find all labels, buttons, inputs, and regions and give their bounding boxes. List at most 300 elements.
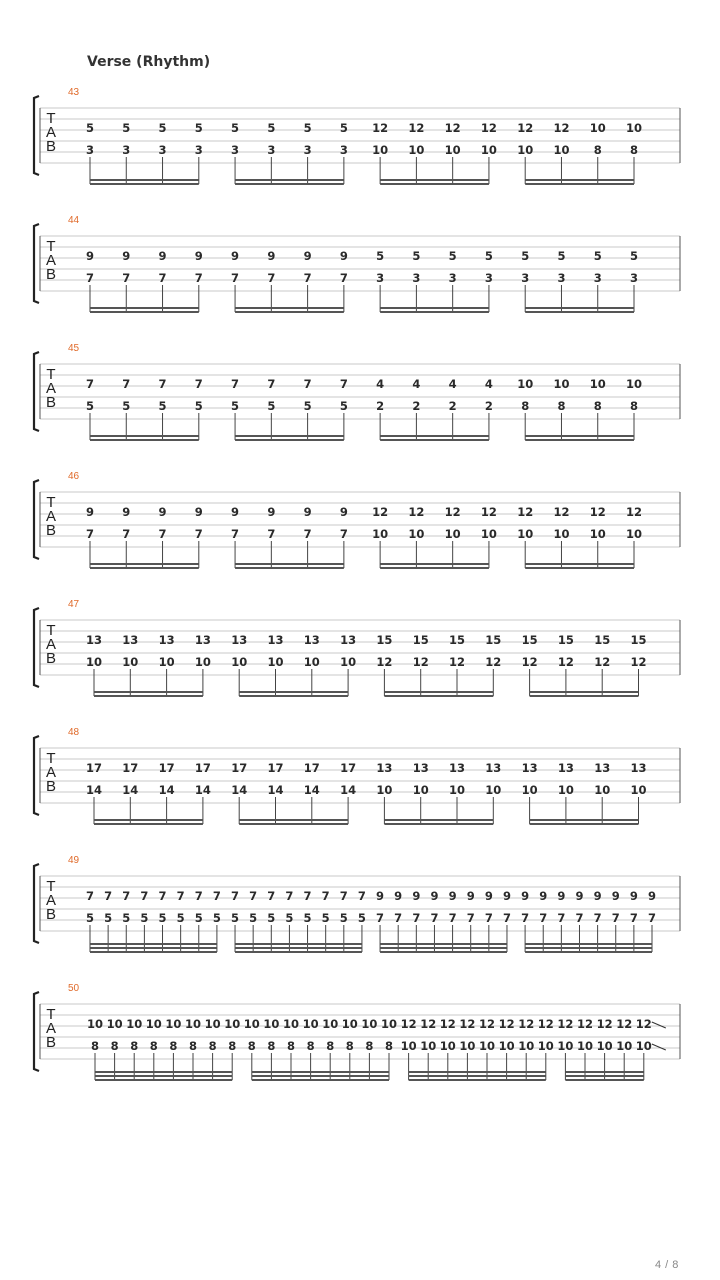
fret-number: 5 <box>321 911 330 925</box>
fret-number: 3 <box>593 271 602 285</box>
fret-number: 9 <box>303 249 312 263</box>
fret-number: 5 <box>212 911 221 925</box>
fret-number: 12 <box>589 505 606 519</box>
fret-number: 7 <box>158 527 167 541</box>
fret-number: 13 <box>376 761 393 775</box>
fret-number: 10 <box>625 121 643 135</box>
fret-number: 5 <box>231 121 240 135</box>
fret-number: 10 <box>303 655 320 669</box>
fret-number: 5 <box>85 399 95 413</box>
fret-number: 17 <box>85 761 103 775</box>
fret-number: 10 <box>517 143 534 157</box>
fret-number: 14 <box>340 783 357 797</box>
fret-number: 10 <box>553 527 570 541</box>
fret-number: 3 <box>267 143 276 157</box>
measure-number: 43 <box>68 87 80 98</box>
fret-number: 10 <box>231 655 248 669</box>
fret-number: 17 <box>158 761 175 775</box>
fret-number: 10 <box>594 783 611 797</box>
fret-number: 12 <box>616 1017 633 1031</box>
slide-mark <box>652 1044 666 1050</box>
fret-number: 7 <box>231 527 240 541</box>
fret-number: 5 <box>158 399 167 413</box>
fret-number: 3 <box>629 271 639 285</box>
fret-number: 5 <box>158 121 167 135</box>
fret-number: 17 <box>122 761 139 775</box>
fret-number: 5 <box>122 121 131 135</box>
fret-number: 13 <box>485 761 502 775</box>
tab-clef-letter: T <box>46 238 56 255</box>
fret-number: 7 <box>85 889 95 903</box>
fret-number: 9 <box>611 889 620 903</box>
fret-number: 7 <box>267 271 276 285</box>
fret-number: 12 <box>517 121 534 135</box>
fret-number: 7 <box>339 377 348 391</box>
fret-number: 12 <box>400 1017 417 1031</box>
fret-number: 7 <box>231 271 240 285</box>
fret-number: 12 <box>480 121 497 135</box>
tab-clef-letter: B <box>45 522 57 539</box>
fret-number: 10 <box>439 1039 456 1053</box>
fret-number: 14 <box>85 783 103 797</box>
fret-number: 10 <box>589 121 606 135</box>
fret-number: 13 <box>630 761 647 775</box>
fret-number: 3 <box>85 143 95 157</box>
fret-number: 5 <box>285 911 294 925</box>
fret-number: 3 <box>448 271 457 285</box>
fret-number: 5 <box>194 121 203 135</box>
fret-number: 9 <box>122 249 131 263</box>
fret-number: 9 <box>575 889 584 903</box>
fret-number: 5 <box>412 249 421 263</box>
fret-number: 3 <box>231 143 240 157</box>
fret-number: 10 <box>444 527 461 541</box>
fret-number: 10 <box>400 1039 417 1053</box>
system-bracket <box>34 992 39 1071</box>
fret-number: 7 <box>629 911 638 925</box>
fret-number: 9 <box>339 249 348 263</box>
fret-number: 12 <box>408 505 425 519</box>
fret-number: 12 <box>537 1017 554 1031</box>
fret-number: 7 <box>521 911 530 925</box>
fret-number: 10 <box>521 783 538 797</box>
fret-number: 5 <box>158 911 167 925</box>
fret-number: 15 <box>412 633 429 647</box>
fret-number: 8 <box>228 1039 237 1053</box>
fret-number: 12 <box>444 505 461 519</box>
fret-number: 4 <box>376 377 385 391</box>
fret-number: 5 <box>484 249 493 263</box>
fret-number: 12 <box>448 655 466 669</box>
tab-clef-letter: A <box>45 252 57 269</box>
system-bracket <box>34 96 39 175</box>
fret-number: 12 <box>630 655 647 669</box>
fret-number: 12 <box>480 505 497 519</box>
fret-number: 10 <box>498 1039 515 1053</box>
tab-clef-letter: B <box>45 650 57 667</box>
fret-number: 5 <box>629 249 639 263</box>
fret-number: 5 <box>122 911 131 925</box>
fret-number: 15 <box>376 633 393 647</box>
fret-number: 12 <box>553 121 570 135</box>
fret-number: 10 <box>459 1039 476 1053</box>
measure-number: 45 <box>68 343 80 354</box>
fret-number: 10 <box>408 527 425 541</box>
fret-number: 5 <box>303 121 312 135</box>
fret-number: 5 <box>176 911 185 925</box>
fret-number: 12 <box>485 655 502 669</box>
fret-number: 2 <box>376 399 385 413</box>
fret-number: 10 <box>106 1017 123 1031</box>
fret-number: 10 <box>589 527 606 541</box>
fret-number: 7 <box>303 377 312 391</box>
fret-number: 8 <box>629 399 639 413</box>
fret-number: 10 <box>85 655 103 669</box>
fret-number: 7 <box>339 889 348 903</box>
fret-number: 8 <box>629 143 639 157</box>
fret-number: 9 <box>231 505 240 519</box>
fret-number: 7 <box>140 889 149 903</box>
system-bracket <box>34 480 39 559</box>
fret-number: 13 <box>303 633 320 647</box>
fret-number: 10 <box>557 1039 574 1053</box>
fret-number: 13 <box>594 761 611 775</box>
fret-number: 10 <box>204 1017 221 1031</box>
fret-number: 7 <box>194 889 203 903</box>
tab-clef-letter: A <box>45 636 57 653</box>
fret-number: 3 <box>557 271 566 285</box>
fret-number: 17 <box>303 761 320 775</box>
fret-number: 3 <box>158 143 167 157</box>
tab-clef-letter: T <box>46 622 56 639</box>
tab-clef-letter: B <box>45 138 57 155</box>
fret-number: 14 <box>194 783 211 797</box>
tab-clef-letter: A <box>45 124 57 141</box>
fret-number: 5 <box>339 911 348 925</box>
fret-number: 7 <box>158 377 167 391</box>
fret-number: 8 <box>286 1039 296 1053</box>
tab-clef-letter: B <box>45 1034 57 1051</box>
fret-number: 7 <box>176 889 185 903</box>
tab-clef-letter: A <box>45 892 57 909</box>
fret-number: 10 <box>126 1017 143 1031</box>
fret-number: 12 <box>518 1017 535 1031</box>
fret-number: 8 <box>593 399 602 413</box>
fret-number: 3 <box>339 143 348 157</box>
fret-number: 7 <box>575 911 584 925</box>
fret-number: 7 <box>85 271 95 285</box>
fret-number: 5 <box>122 399 131 413</box>
fret-number: 7 <box>484 911 493 925</box>
fret-number: 3 <box>376 271 385 285</box>
fret-number: 10 <box>625 527 643 541</box>
fret-number: 8 <box>593 143 602 157</box>
fret-number: 8 <box>130 1039 139 1053</box>
fret-number: 12 <box>557 1017 574 1031</box>
fret-number: 10 <box>122 655 139 669</box>
fret-number: 12 <box>521 655 538 669</box>
fret-number: 7 <box>267 527 276 541</box>
fret-number: 9 <box>502 889 511 903</box>
tab-clef-letter: B <box>45 266 57 283</box>
fret-number: 8 <box>188 1039 198 1053</box>
fret-number: 15 <box>448 633 466 647</box>
fret-number: 12 <box>420 1017 437 1031</box>
fret-number: 13 <box>267 633 284 647</box>
fret-number: 4 <box>484 377 493 391</box>
fret-number: 10 <box>517 527 534 541</box>
tab-clef-letter: T <box>46 366 56 383</box>
fret-number: 5 <box>231 911 240 925</box>
fret-number: 5 <box>249 911 258 925</box>
fret-number: 17 <box>340 761 357 775</box>
fret-number: 9 <box>122 505 131 519</box>
fret-number: 7 <box>303 527 312 541</box>
fret-number: 10 <box>635 1039 652 1053</box>
fret-number: 2 <box>412 399 421 413</box>
fret-number: 12 <box>439 1017 456 1031</box>
tab-clef-letter: T <box>46 1006 56 1023</box>
slide-mark <box>652 1022 666 1028</box>
fret-number: 10 <box>589 377 606 391</box>
fret-number: 14 <box>267 783 284 797</box>
fret-number: 14 <box>122 783 139 797</box>
fret-number: 7 <box>321 889 330 903</box>
fret-number: 10 <box>518 1039 535 1053</box>
fret-number: 5 <box>231 399 240 413</box>
fret-number: 15 <box>630 633 647 647</box>
fret-number: 4 <box>448 377 457 391</box>
fret-number: 8 <box>110 1039 119 1053</box>
tab-clef-letter: B <box>45 906 57 923</box>
fret-number: 13 <box>521 761 538 775</box>
fret-number: 14 <box>231 783 248 797</box>
fret-number: 5 <box>267 911 276 925</box>
fret-number: 5 <box>303 911 312 925</box>
fret-number: 13 <box>158 633 175 647</box>
fret-number: 8 <box>90 1039 100 1053</box>
fret-number: 5 <box>521 249 530 263</box>
fret-number: 8 <box>521 399 530 413</box>
fret-number: 13 <box>340 633 357 647</box>
fret-number: 13 <box>194 633 211 647</box>
fret-number: 2 <box>484 399 493 413</box>
fret-number: 7 <box>339 527 348 541</box>
fret-number: 9 <box>158 505 167 519</box>
fret-number: 10 <box>267 655 284 669</box>
fret-number: 5 <box>85 911 95 925</box>
fret-number: 9 <box>430 889 439 903</box>
fret-number: 13 <box>557 761 574 775</box>
fret-number: 7 <box>339 271 348 285</box>
fret-number: 12 <box>517 505 534 519</box>
fret-number: 7 <box>647 911 657 925</box>
tab-clef-letter: T <box>46 494 56 511</box>
fret-number: 10 <box>380 1017 398 1031</box>
fret-number: 9 <box>394 889 403 903</box>
fret-number: 10 <box>184 1017 202 1031</box>
fret-number: 9 <box>303 505 312 519</box>
fret-number: 8 <box>384 1039 394 1053</box>
fret-number: 9 <box>466 889 475 903</box>
fret-number: 7 <box>611 911 620 925</box>
fret-number: 8 <box>267 1039 276 1053</box>
fret-number: 10 <box>444 143 461 157</box>
fret-number: 10 <box>158 655 175 669</box>
fret-number: 10 <box>282 1017 300 1031</box>
system-bracket <box>34 352 39 431</box>
fret-number: 9 <box>629 889 638 903</box>
fret-number: 8 <box>326 1039 335 1053</box>
fret-number: 15 <box>485 633 502 647</box>
tab-clef-letter: A <box>45 764 57 781</box>
fret-number: 13 <box>122 633 139 647</box>
fret-number: 10 <box>485 783 502 797</box>
fret-number: 13 <box>412 761 429 775</box>
fret-number: 13 <box>231 633 248 647</box>
fret-number: 9 <box>194 505 203 519</box>
fret-number: 7 <box>212 889 221 903</box>
fret-number: 7 <box>158 271 167 285</box>
page-number: 4 / 8 <box>655 1259 679 1271</box>
fret-number: 5 <box>376 249 385 263</box>
fret-number: 10 <box>537 1039 554 1053</box>
system-bracket <box>34 864 39 943</box>
fret-number: 5 <box>267 399 276 413</box>
fret-number: 7 <box>502 911 511 925</box>
fret-number: 10 <box>322 1017 339 1031</box>
fret-number: 15 <box>594 633 611 647</box>
fret-number: 17 <box>231 761 248 775</box>
fret-number: 15 <box>521 633 538 647</box>
fret-number: 3 <box>194 143 203 157</box>
fret-number: 12 <box>376 655 393 669</box>
fret-number: 12 <box>553 505 570 519</box>
fret-number: 7 <box>267 889 276 903</box>
fret-number: 10 <box>243 1017 260 1031</box>
fret-number: 10 <box>480 527 497 541</box>
fret-number: 7 <box>267 377 276 391</box>
fret-number: 9 <box>85 249 95 263</box>
fret-number: 10 <box>341 1017 358 1031</box>
fret-number: 14 <box>158 783 175 797</box>
fret-number: 5 <box>357 911 366 925</box>
fret-number: 5 <box>104 911 113 925</box>
measure-number: 44 <box>68 215 80 226</box>
fret-number: 8 <box>208 1039 217 1053</box>
fret-number: 10 <box>340 655 357 669</box>
fret-number: 10 <box>480 143 497 157</box>
fret-number: 15 <box>557 633 574 647</box>
fret-number: 7 <box>394 911 403 925</box>
fret-number: 12 <box>576 1017 594 1031</box>
fret-number: 5 <box>303 399 312 413</box>
fret-number: 7 <box>122 271 131 285</box>
fret-number: 10 <box>448 783 466 797</box>
tab-clef-letter: B <box>45 778 57 795</box>
fret-number: 4 <box>412 377 421 391</box>
tab-clef-letter: T <box>46 878 56 895</box>
fret-number: 10 <box>224 1017 241 1031</box>
fret-number: 13 <box>448 761 466 775</box>
fret-number: 5 <box>267 121 276 135</box>
fret-number: 9 <box>539 889 548 903</box>
fret-number: 7 <box>412 911 421 925</box>
fret-number: 3 <box>122 143 131 157</box>
fret-number: 7 <box>85 377 95 391</box>
fret-number: 10 <box>86 1017 104 1031</box>
fret-number: 12 <box>412 655 429 669</box>
fret-number: 7 <box>303 271 312 285</box>
fret-number: 7 <box>557 911 566 925</box>
fret-number: 7 <box>285 889 294 903</box>
fret-number: 7 <box>231 889 240 903</box>
fret-number: 7 <box>122 527 131 541</box>
fret-number: 9 <box>557 889 566 903</box>
fret-number: 13 <box>85 633 103 647</box>
fret-number: 5 <box>85 121 95 135</box>
fret-number: 10 <box>408 143 425 157</box>
fret-number: 3 <box>412 271 421 285</box>
tab-clef-letter: T <box>46 110 56 127</box>
fret-number: 5 <box>194 399 203 413</box>
fret-number: 7 <box>85 527 95 541</box>
fret-number: 10 <box>553 377 570 391</box>
fret-number: 7 <box>122 377 131 391</box>
tab-clef-letter: A <box>45 1020 57 1037</box>
fret-number: 8 <box>169 1039 178 1053</box>
fret-number: 17 <box>267 761 284 775</box>
fret-number: 12 <box>459 1017 476 1031</box>
fret-number: 3 <box>484 271 493 285</box>
fret-number: 7 <box>430 911 439 925</box>
fret-number: 5 <box>593 249 602 263</box>
fret-number: 12 <box>557 655 574 669</box>
fret-number: 9 <box>85 505 95 519</box>
fret-number: 12 <box>498 1017 515 1031</box>
fret-number: 5 <box>448 249 457 263</box>
fret-number: 12 <box>635 1017 652 1031</box>
fret-number: 7 <box>158 889 167 903</box>
fret-number: 8 <box>306 1039 315 1053</box>
fret-number: 9 <box>231 249 240 263</box>
measure-number: 48 <box>68 727 80 738</box>
fret-number: 12 <box>478 1017 496 1031</box>
system-bracket <box>34 224 39 303</box>
fret-number: 9 <box>647 889 657 903</box>
fret-number: 7 <box>194 527 203 541</box>
fret-number: 10 <box>625 377 643 391</box>
fret-number: 10 <box>557 783 574 797</box>
fret-number: 9 <box>339 505 348 519</box>
fret-number: 10 <box>145 1017 162 1031</box>
fret-number: 10 <box>517 377 534 391</box>
fret-number: 10 <box>372 527 389 541</box>
fret-number: 9 <box>194 249 203 263</box>
measure-number: 47 <box>68 599 80 610</box>
fret-number: 7 <box>122 889 131 903</box>
fret-number: 9 <box>267 505 276 519</box>
fret-number: 8 <box>365 1039 374 1053</box>
tab-clef-letter: T <box>46 750 56 767</box>
fret-number: 10 <box>478 1039 496 1053</box>
fret-number: 10 <box>412 783 429 797</box>
fret-number: 3 <box>521 271 530 285</box>
fret-number: 5 <box>557 249 566 263</box>
fret-number: 7 <box>104 889 113 903</box>
fret-number: 5 <box>339 399 348 413</box>
fret-number: 10 <box>553 143 570 157</box>
